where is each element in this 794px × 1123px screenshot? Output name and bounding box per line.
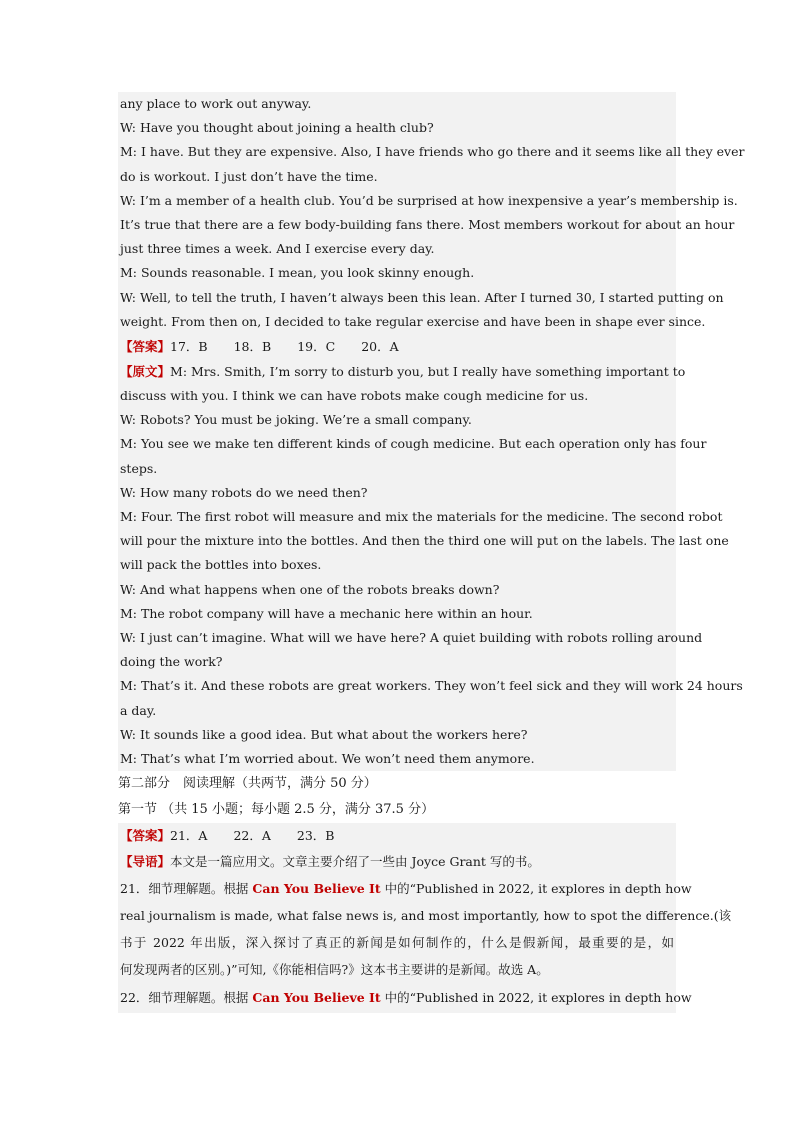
answer-row-17-20	[118, 334, 676, 360]
transcript-line: It’s true that there are a few body-building fans there. Most members workout for about an hour	[120, 216, 735, 232]
answer-item: 22．A	[233, 828, 271, 844]
transcript-line: W: Have you thought about joining a health club?	[120, 120, 434, 136]
transcript-line: W: Well, to tell the truth, I haven’t always been this lean. After I turned 30, I started putting on	[120, 289, 724, 305]
transcript-label: 【原文】	[120, 363, 171, 379]
answer-item: 18．B	[233, 338, 272, 354]
transcript-first-text: M: Mrs. Smith, I’m sorry to disturb you, but I really have something important to	[170, 363, 686, 379]
answer-item: 23．B	[296, 828, 335, 844]
transcript-line: W: How many robots do we need then?	[120, 484, 368, 500]
part2-heading: 第二部分 阅读理解（共两节，满分 50 分）	[118, 776, 377, 792]
transcript-line: M: Four. The first robot will measure and mix the materials for the medicine. The second robot	[120, 509, 723, 524]
transcript-line: any place to work out anyway.	[120, 96, 312, 111]
transcript-line: do is workout. I just don’t have the time.	[120, 168, 378, 184]
transcript-line: steps.	[120, 460, 158, 476]
transcript-line: will pack the bottles into boxes.	[120, 557, 322, 573]
answer-label-2: 【答案】	[120, 828, 171, 844]
q22-explanation	[118, 983, 692, 1013]
transcript-line: M: You see we make ten different kinds of cough medicine. But each operation only has four	[120, 436, 707, 452]
transcript-line: M: The robot company will have a mechanic here within an hour.	[120, 605, 533, 621]
answer-item: 17．B	[170, 338, 208, 354]
answer-item: 20．A	[361, 338, 399, 354]
q21-line-4: 何发现两者的区别。)”可知,《你能相信吗?》这本书主要讲的是新闻。故选 A。	[120, 962, 549, 978]
q21-book-title: Can You Believe It	[252, 881, 381, 897]
q21-line-3: 书于 2022 年出版，深入探讨了真正的新闻是如何制作的，什么是假新闻，最重要的是，如	[120, 935, 674, 951]
dialogue-transcript-2	[118, 360, 743, 771]
transcript-line: will pour the mixture into the bottles. And then the third one will put on the labels. The last one	[120, 533, 729, 549]
dialogue-transcript-1	[118, 92, 745, 334]
transcript-line: W: I just can’t imagine. What will we have here? A quiet building with robots rolling around	[120, 629, 703, 645]
transcript-first-line	[120, 360, 686, 384]
q22-quote-start: 中的“Published in 2022, it explores in depth how	[380, 990, 692, 1006]
q21-quote-start: 中的“Published in 2022, it explores in depth how	[380, 881, 692, 897]
answer-row-21-23	[118, 823, 676, 849]
q21-prefix: 21．细节理解题。根据	[120, 881, 253, 897]
transcript-line: just three times a week. And I exercise every day.	[120, 241, 435, 257]
transcript-line: W: And what happens when one of the robots breaks down?	[120, 581, 500, 597]
transcript-line: weight. From then on, I decided to take regular exercise and have been in shape ever since.	[120, 313, 706, 329]
transcript-line: doing the work?	[120, 654, 223, 670]
q21-line-2: real journalism is made, what false news is, and most importantly, how to spot the difference.(该	[120, 908, 732, 924]
transcript-line: W: I’m a member of a health club. You’d be surprised at how inexpensive a year’s membership is.	[120, 192, 738, 208]
transcript-line: M: That’s what I’m worried about. We won’t need them anymore.	[120, 750, 535, 766]
q22-prefix: 22．细节理解题。根据	[120, 990, 253, 1006]
answer-label: 【答案】	[120, 338, 171, 354]
transcript-line: discuss with you. I think we can have robots make cough medicine for us.	[120, 388, 589, 404]
transcript-line: M: That’s it. And these robots are great workers. They won’t feel sick and they will work 24 hours	[120, 678, 743, 694]
guide-label: 【导语】	[120, 854, 171, 870]
guide-text: 本文是一篇应用文。文章主要介绍了一些由 Joyce Grant 写的书。	[170, 854, 540, 870]
transcript-line: a day.	[120, 702, 157, 718]
transcript-line: W: It sounds like a good idea. But what about the workers here?	[120, 726, 528, 742]
q22-book-title: Can You Believe It	[252, 990, 381, 1006]
section1-heading: 第一节 （共 15 小题；每小题 2.5 分，满分 37.5 分）	[118, 802, 435, 818]
transcript-line: M: I have. But they are expensive. Also, I have friends who go there and it seems like all they ever	[120, 144, 745, 160]
answer-item: 21．A	[170, 828, 208, 844]
q21-explanation	[118, 875, 732, 983]
transcript-line: W: Robots? You must be joking. We’re a small company.	[120, 412, 472, 428]
transcript-line: M: Sounds reasonable. I mean, you look skinny enough.	[120, 265, 475, 281]
q22-line-1	[120, 983, 692, 1013]
page-content	[118, 92, 745, 1013]
guide-line	[118, 849, 676, 875]
answer-item: 19．C	[297, 338, 336, 354]
q21-line-1	[120, 875, 692, 902]
